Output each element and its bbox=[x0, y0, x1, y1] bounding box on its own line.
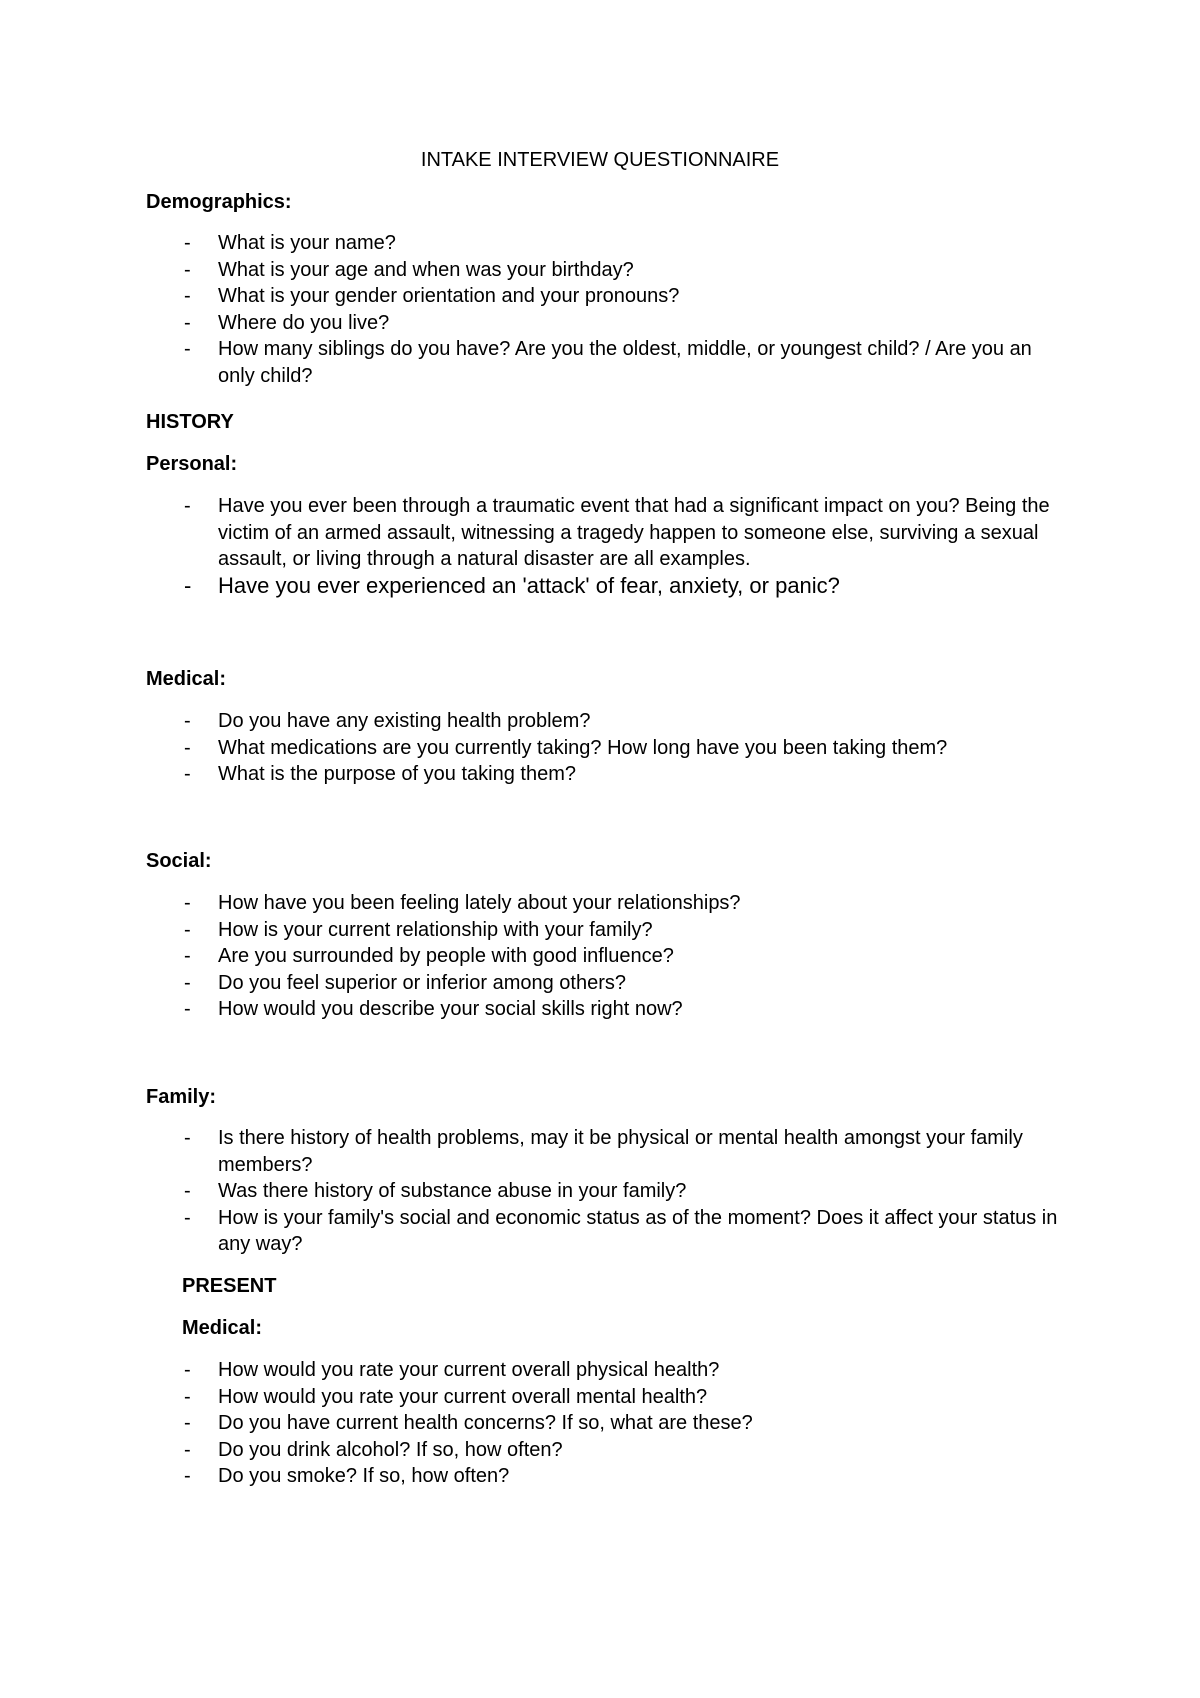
question-item bbox=[0, 1357, 1200, 1384]
question-item bbox=[0, 1463, 1200, 1490]
list-dash: - bbox=[184, 918, 191, 941]
question-item bbox=[0, 310, 1200, 337]
question-text: Have you ever experienced an 'attack' of fear, anxiety, or panic? bbox=[218, 572, 840, 598]
question-text: Do you have any existing health problem? bbox=[218, 710, 591, 732]
list-dash: - bbox=[184, 1127, 191, 1149]
family-heading: Family: bbox=[146, 1086, 217, 1108]
question-item bbox=[0, 336, 1200, 389]
question-item bbox=[0, 1410, 1200, 1437]
question-text: What is your age and when was your birthday? bbox=[218, 258, 634, 281]
question-item bbox=[0, 1178, 1200, 1205]
question-text: What is the purpose of you taking them? bbox=[218, 763, 576, 785]
question-text: Have you ever been through a traumatic event that had a significant impact on you? Being the victim of an armed assault, witnessing a tragedy happen to someone else, surviving a sexual assault, or living through a natural disaster are all examples. bbox=[218, 495, 1050, 570]
list-dash: - bbox=[184, 338, 191, 360]
question-item bbox=[0, 257, 1200, 284]
social-question-list bbox=[0, 890, 1200, 1023]
question-item bbox=[0, 996, 1200, 1023]
demographics-question-list bbox=[0, 230, 1200, 389]
personal-heading: Personal: bbox=[146, 453, 238, 475]
question-text: What is your gender orientation and your pronouns? bbox=[218, 285, 680, 307]
question-text: How is your family's social and economic status as of the moment? Does it affect your status in any way? bbox=[218, 1206, 1058, 1255]
question-item bbox=[0, 761, 1200, 788]
list-dash: - bbox=[184, 710, 191, 732]
question-text: Do you drink alcohol? If so, how often? bbox=[218, 1438, 563, 1461]
question-text: Are you surrounded by people with good influence? bbox=[218, 945, 674, 967]
demographics-heading: Demographics: bbox=[146, 191, 292, 213]
history-heading: HISTORY bbox=[146, 411, 234, 433]
question-item bbox=[0, 970, 1200, 997]
list-dash: - bbox=[184, 285, 191, 307]
list-dash: - bbox=[184, 998, 191, 1020]
list-dash: - bbox=[184, 971, 191, 994]
question-text: How is your current relationship with your family? bbox=[218, 918, 653, 941]
list-dash: - bbox=[184, 1359, 191, 1381]
question-item bbox=[0, 1205, 1200, 1258]
question-item bbox=[0, 943, 1200, 970]
list-dash: - bbox=[184, 945, 191, 967]
list-dash: - bbox=[184, 311, 191, 334]
list-dash: - bbox=[184, 232, 191, 254]
document-title: INTAKE INTERVIEW QUESTIONNAIRE bbox=[420, 149, 780, 171]
list-dash: - bbox=[184, 572, 192, 598]
social-heading: Social: bbox=[146, 850, 212, 872]
question-text: What medications are you currently taking? How long have you been taking them? bbox=[218, 736, 948, 759]
list-dash: - bbox=[184, 736, 191, 759]
question-text: How have you been feeling lately about your relationships? bbox=[218, 892, 741, 914]
family-question-list bbox=[0, 1125, 1200, 1258]
question-text: Was there history of substance abuse in your family? bbox=[218, 1180, 687, 1202]
list-dash: - bbox=[184, 258, 191, 281]
list-dash: - bbox=[184, 1385, 191, 1408]
personal-question-list bbox=[0, 493, 1200, 599]
list-dash: - bbox=[184, 763, 191, 785]
question-item bbox=[0, 493, 1200, 573]
list-dash: - bbox=[184, 495, 191, 517]
question-text: Do you smoke? If so, how often? bbox=[218, 1465, 510, 1487]
question-text: How would you rate your current overall mental health? bbox=[218, 1385, 708, 1408]
question-item bbox=[0, 573, 1200, 600]
list-dash: - bbox=[184, 892, 191, 914]
question-text: What is your name? bbox=[218, 232, 396, 254]
question-text: Is there history of health problems, may it be physical or mental health amongst your family members? bbox=[218, 1127, 1023, 1176]
question-item bbox=[0, 1384, 1200, 1411]
list-dash: - bbox=[184, 1438, 191, 1461]
question-item bbox=[0, 1437, 1200, 1464]
question-text: Do you have current health concerns? If so, what are these? bbox=[218, 1412, 753, 1434]
list-dash: - bbox=[184, 1206, 191, 1229]
question-item bbox=[0, 1125, 1200, 1178]
question-item bbox=[0, 917, 1200, 944]
question-item bbox=[0, 283, 1200, 310]
present-heading: PRESENT bbox=[182, 1275, 277, 1297]
medical-history-heading: Medical: bbox=[146, 668, 227, 690]
question-text: Do you feel superior or inferior among others? bbox=[218, 971, 626, 994]
question-text: Where do you live? bbox=[218, 311, 390, 334]
list-dash: - bbox=[184, 1465, 191, 1487]
present-medical-heading: Medical: bbox=[182, 1317, 263, 1339]
question-text: How many siblings do you have? Are you the oldest, middle, or youngest child? / Are you an only child? bbox=[218, 338, 1032, 387]
list-dash: - bbox=[184, 1180, 191, 1202]
present-medical-question-list bbox=[0, 1357, 1200, 1490]
list-dash: - bbox=[184, 1412, 191, 1434]
question-text: How would you rate your current overall physical health? bbox=[218, 1359, 720, 1381]
medical-history-question-list bbox=[0, 708, 1200, 788]
question-item bbox=[0, 708, 1200, 735]
question-item bbox=[0, 735, 1200, 762]
question-item bbox=[0, 230, 1200, 257]
question-item bbox=[0, 890, 1200, 917]
question-text: How would you describe your social skills right now? bbox=[218, 998, 683, 1020]
